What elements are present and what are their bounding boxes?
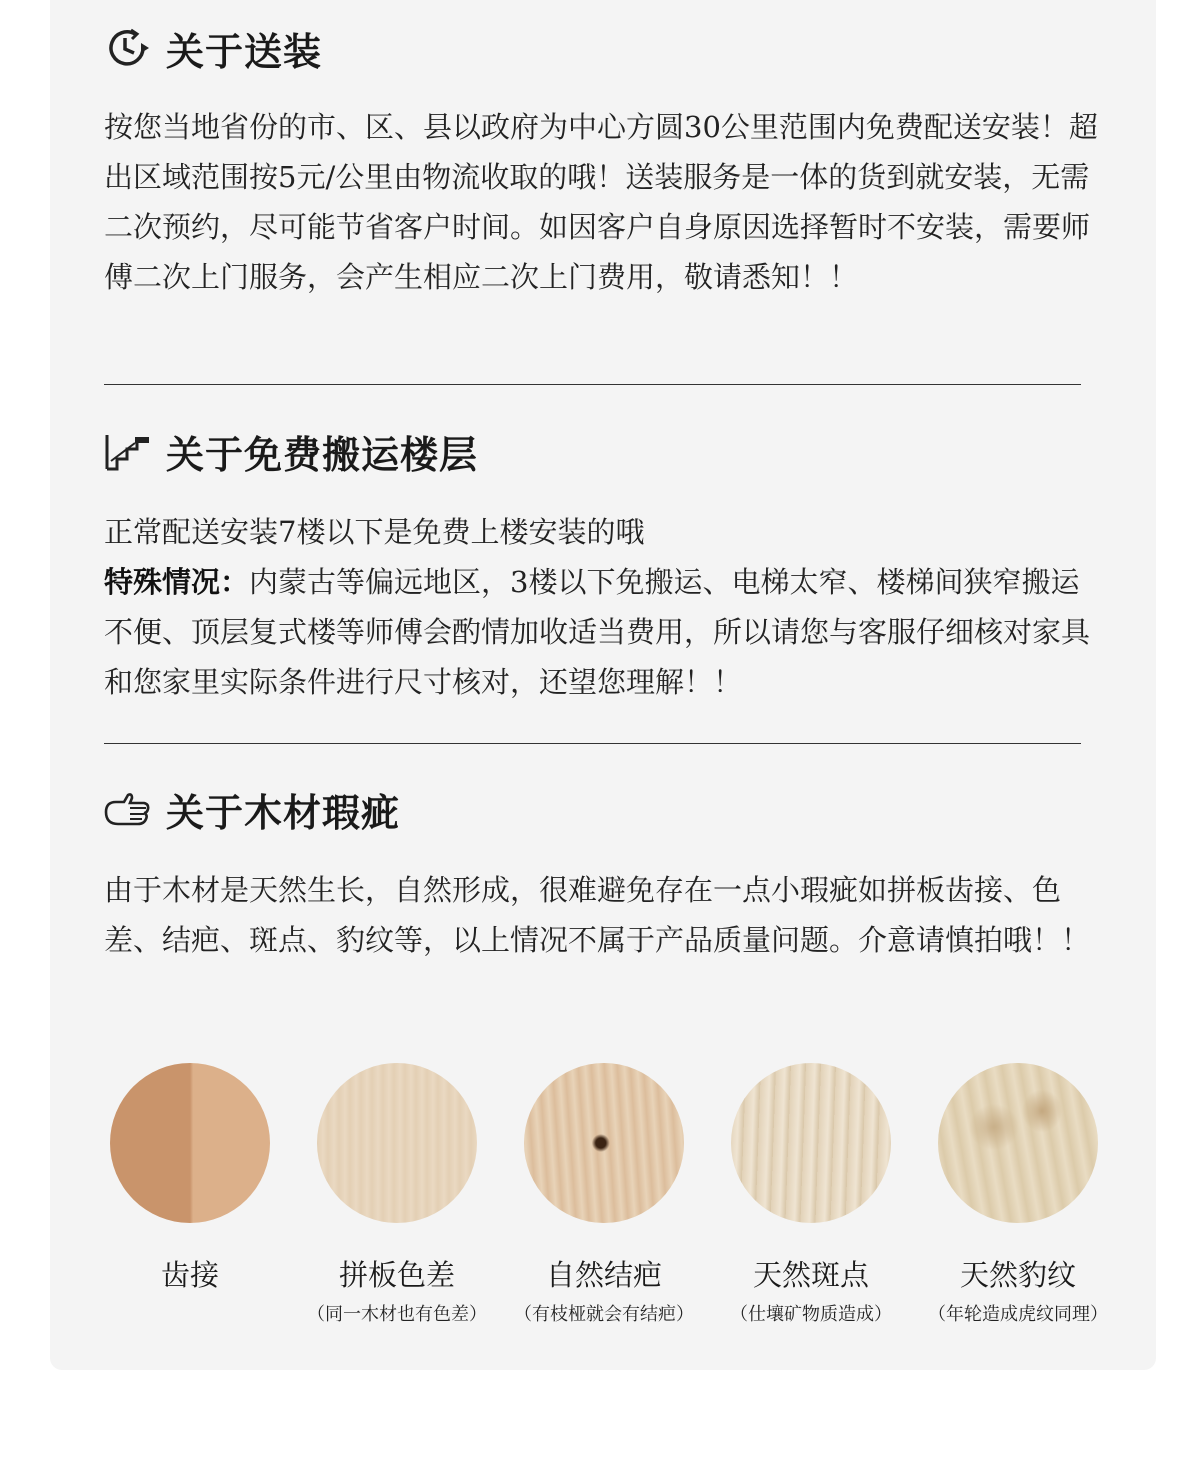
section-floors-header xyxy=(104,421,1104,481)
swatch-note: （同一木材也有色差） xyxy=(307,1304,487,1325)
swatch-image xyxy=(938,1063,1098,1223)
swatch-color-diff xyxy=(297,1063,497,1326)
swatch-knot xyxy=(504,1063,704,1326)
swatch-label: 天然豹纹 xyxy=(959,1258,1076,1292)
swatch-finger-joint xyxy=(90,1063,290,1300)
divider xyxy=(104,743,1081,744)
section-delivery xyxy=(104,18,1104,302)
swatch-leopard xyxy=(918,1063,1118,1326)
swatch-image xyxy=(524,1063,684,1223)
wood-swatches xyxy=(90,1063,1130,1333)
swatch-note: （年轮造成虎纹同理） xyxy=(928,1304,1108,1325)
swatch-note: （仕壤矿物质造成） xyxy=(730,1304,892,1325)
swatch-label: 自然结疤 xyxy=(545,1258,662,1292)
special-text: 内蒙古等偏远地区，3楼以下免搬运、电梯太窄、楼梯间狭窄搬运不便、顶层复式楼等师傅会酌情加收适当费用，所以请您与客服仔细核对家具和您家里实际条件进行尺寸核对，还望您理解！！ xyxy=(104,565,1091,699)
swatch-image xyxy=(731,1063,891,1223)
special-label: 特殊情况： xyxy=(104,565,250,599)
section-floors-body xyxy=(104,507,1104,707)
section-floors-title: 关于免费搬运楼层 xyxy=(166,431,479,477)
divider xyxy=(104,384,1081,385)
section-delivery-header xyxy=(104,18,1104,78)
section-wood-header xyxy=(104,779,1104,839)
section-wood xyxy=(104,779,1104,965)
thumbs-up-icon xyxy=(104,786,150,832)
swatch-label: 天然斑点 xyxy=(752,1258,869,1292)
swatch-label: 齿接 xyxy=(160,1258,219,1292)
section-delivery-title: 关于送装 xyxy=(166,28,323,74)
clock-arrow-icon xyxy=(104,25,150,71)
info-card xyxy=(50,0,1156,1370)
section-floors-special xyxy=(104,557,1104,707)
swatch-note: （有枝桠就会有结疤） xyxy=(514,1304,694,1325)
section-floors-line1: 正常配送安装7楼以下是免费上楼安装的哦 xyxy=(104,515,645,549)
swatch-image xyxy=(317,1063,477,1223)
stairs-icon xyxy=(104,428,150,474)
section-floors xyxy=(104,421,1104,707)
swatch-image xyxy=(110,1063,270,1223)
section-wood-title: 关于木材瑕疵 xyxy=(166,789,401,835)
section-wood-text: 由于木材是天然生长，自然形成，很难避免存在一点小瑕疵如拼板齿接、色差、结疤、斑点、豹纹等，以上情况不属于产品质量问题。介意请慎拍哦！！ xyxy=(104,873,1091,957)
swatch-spots xyxy=(711,1063,911,1326)
section-delivery-text: 按您当地省份的市、区、县以政府为中心方圆30公里范围内免费配送安装！超出区域范围按5元/公里由物流收取的哦！送装服务是一体的货到就安装，无需二次预约，尽可能节省客户时间。如因客户自身原因选择暂时不安装，需要师傅二次上门服务，会产生相应二次上门费用，敬请悉知！！ xyxy=(104,110,1098,294)
swatch-label: 拼板色差 xyxy=(338,1258,455,1292)
